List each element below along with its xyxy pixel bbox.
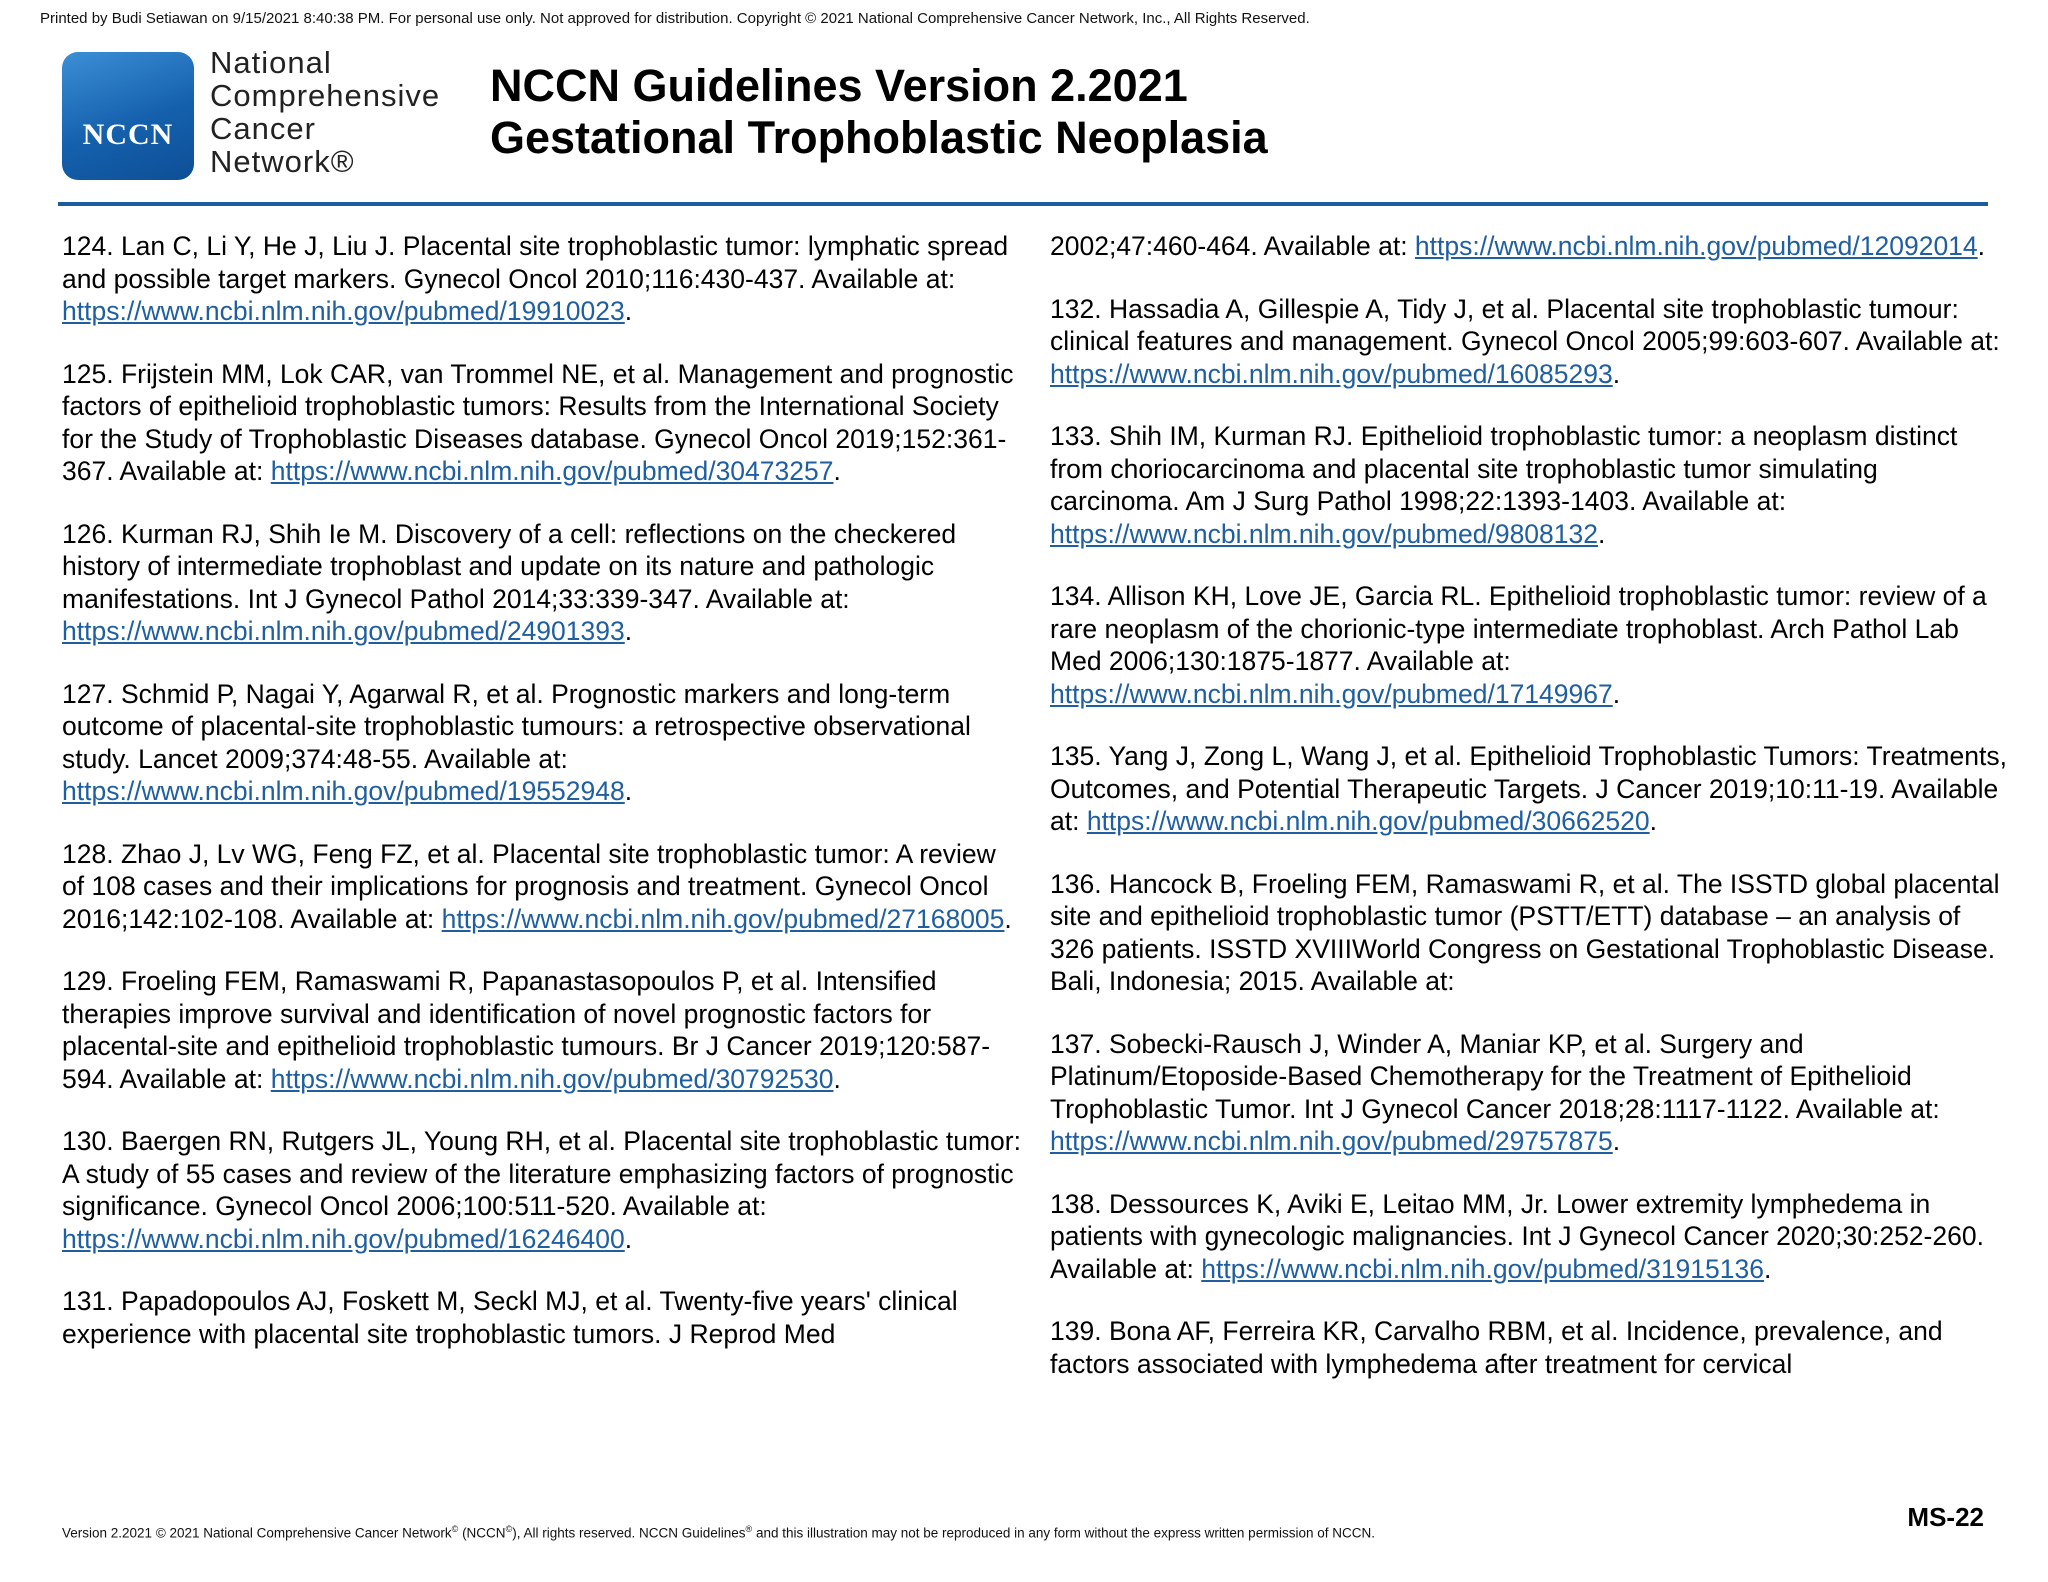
org-line: Network®: [210, 144, 355, 179]
org-line: Comprehensive: [210, 78, 441, 113]
reference-period: .: [833, 1063, 841, 1094]
reference-entry: [62, 230, 1022, 328]
reference-text: 128. Zhao J, Lv WG, Feng FZ, et al. Placental site trophoblastic tumor: A review of 108 cases and their implications for prognosis and treatment. Gynecol Oncol 2016;142:102-108. Available at:: [62, 838, 996, 934]
reference-entry: [62, 518, 1022, 648]
reference-period: .: [1004, 903, 1012, 934]
reference-entry: [1050, 868, 2010, 998]
reference-text: 136. Hancock B, Froeling FEM, Ramaswami R, et al. The ISSTD global placental site and epithelioid trophoblastic tumor (PSTT/ETT) database – an analysis of 326 patients. ISSTD XVIIIWorld Congress on Gestational Trophoblastic Disease. Bali, Indonesia; 2015. Available at:: [1050, 868, 2000, 996]
reference-period: .: [1764, 1253, 1772, 1284]
reference-text: 130. Baergen RN, Rutgers JL, Young RH, et al. Placental site trophoblastic tumor: A study of 55 cases and review of the literature emphasizing factors of prognostic significance. Gynecol Oncol 2006;100:511-520. Available at:: [62, 1126, 1021, 1221]
pubmed-link[interactable]: https://www.ncbi.nlm.nih.gov/pubmed/16085293: [1050, 358, 1613, 389]
pubmed-link[interactable]: https://www.ncbi.nlm.nih.gov/pubmed/29757875: [1050, 1126, 1613, 1156]
logo-text: NCCN: [82, 118, 174, 151]
references-left-column: [62, 230, 1022, 1380]
reference-text: 124. Lan C, Li Y, He J, Liu J. Placental site trophoblastic tumor: lymphatic spread and possible target markers. Gynecol Oncol 2010;116:430-437. Available at:: [62, 231, 1009, 294]
reference-text: 134. Allison KH, Love JE, Garcia RL. Epithelioid trophoblastic tumor: review of a rare neoplasm of the chorionic-type intermediate trophoblast. Arch Pathol Lab Med 2006;130:1875-1877. Available at:: [1050, 581, 1987, 676]
reference-period: .: [1649, 806, 1657, 836]
reference-period: .: [833, 456, 841, 486]
reference-period: .: [1612, 678, 1621, 709]
title-version: NCCN Guidelines Version 2.2021: [490, 60, 1188, 111]
reference-text: 137. Sobecki-Rausch J, Winder A, Maniar KP, et al. Surgery and Platinum/Etoposide-Based Chemotherapy for the Treatment of Epithelioid Trophoblastic Tumor. Int J Gynecol Cancer 2018;28:1117-1122. Available at:: [1050, 1028, 1940, 1124]
pubmed-link[interactable]: https://www.ncbi.nlm.nih.gov/pubmed/12092014: [1414, 231, 1978, 261]
reference-entry: [1050, 1028, 2010, 1158]
pubmed-link[interactable]: https://www.ncbi.nlm.nih.gov/pubmed/30792530: [270, 1063, 834, 1094]
footer-copyright: Version 2.2021 © 2021 National Comprehensive Cancer Network© (NCCN©), All rights reserved. NCCN Guidelines® and this illustration may not be reproduced in any form without the express written permission of NCCN.: [62, 1524, 1375, 1541]
reference-entry: [1050, 740, 2010, 838]
pubmed-link[interactable]: https://www.ncbi.nlm.nih.gov/pubmed/19552948: [62, 776, 625, 806]
reference-period: .: [624, 1223, 633, 1254]
reference-entry: [1050, 1188, 2010, 1286]
pubmed-link[interactable]: https://www.ncbi.nlm.nih.gov/pubmed/9808132: [1050, 518, 1598, 549]
reference-period: .: [1612, 1126, 1621, 1156]
reference-text: 135. Yang J, Zong L, Wang J, et al. Epithelioid Trophoblastic Tumors: Treatments, Outcomes, and Potential Therapeutic Targets. J Cancer 2019;10:11-19. Available at:: [1050, 741, 2007, 836]
pubmed-link[interactable]: https://www.ncbi.nlm.nih.gov/pubmed/30662520: [1086, 806, 1650, 836]
reference-text: 131. Papadopoulos AJ, Foskett M, Seckl MJ, et al. Twenty-five years' clinical experience with placental site trophoblastic tumors. J Reprod Med: [62, 1286, 958, 1349]
title-topic: Gestational Trophoblastic Neoplasia: [490, 112, 1268, 163]
page-title: [490, 60, 1268, 164]
reference-entry: [62, 1285, 1022, 1350]
references-right-column: [1050, 230, 2010, 1410]
reference-text: 139. Bona AF, Ferreira KR, Carvalho RBM, et al. Incidence, prevalence, and factors associated with lymphedema after treatment for cervical: [1050, 1316, 1943, 1379]
reference-entry: [62, 965, 1022, 1095]
pubmed-link[interactable]: https://www.ncbi.nlm.nih.gov/pubmed/17149967: [1050, 678, 1613, 709]
reference-entry: [1050, 230, 2010, 263]
print-notice: Printed by Budi Setiawan on 9/15/2021 8:40:38 PM. For personal use only. Not approved for distribution. Copyright © 2021 National Comprehensive Cancer Network, Inc., All Rights Reserved.: [40, 10, 1310, 27]
reference-text: 138. Dessources K, Aviki E, Leitao MM, Jr. Lower extremity lymphedema in patients with gynecologic malignancies. Int J Gynecol Cancer 2020;30:252-260. Available at:: [1050, 1188, 1984, 1284]
reference-entry: [1050, 1315, 2010, 1380]
reference-text: 126. Kurman RJ, Shih Ie M. Discovery of a cell: reflections on the checkered history of intermediate trophoblast and update on its nature and pathologic manifestations. Int J Gynecol Pathol 2014;33:339-347. Available at:: [62, 518, 957, 614]
pubmed-link[interactable]: https://www.ncbi.nlm.nih.gov/pubmed/24901393: [62, 616, 625, 646]
reference-entry: [62, 358, 1022, 488]
nccn-logo: [62, 52, 194, 180]
reference-entry: [62, 838, 1022, 936]
reference-text: 133. Shih IM, Kurman RJ. Epithelioid trophoblastic tumor: a neoplasm distinct from choriocarcinoma and placental site trophoblastic tumor simulating carcinoma. Am J Surg Pathol 1998;22:1393-1403. Available at:: [1050, 421, 1958, 516]
pubmed-link[interactable]: https://www.ncbi.nlm.nih.gov/pubmed/27168005: [441, 903, 1005, 934]
reference-entry: [1050, 420, 2010, 550]
reference-period: .: [1612, 358, 1621, 389]
pubmed-link[interactable]: https://www.ncbi.nlm.nih.gov/pubmed/19910023: [62, 296, 625, 326]
pubmed-link[interactable]: https://www.ncbi.nlm.nih.gov/pubmed/16246400: [62, 1223, 625, 1254]
pubmed-link[interactable]: https://www.ncbi.nlm.nih.gov/pubmed/30473257: [270, 456, 834, 486]
reference-entry: [1050, 580, 2010, 710]
reference-period: .: [1598, 518, 1606, 549]
reference-text: 129. Froeling FEM, Ramaswami R, Papanastasopoulos P, et al. Intensified therapies improve survival and identification of novel prognostic factors for placental-site and epithelioid trophoblastic tumours. Br J Cancer 2019;120:587-594. Available at:: [62, 966, 991, 1094]
organization-name: [210, 46, 440, 178]
header-divider: [58, 202, 1988, 206]
reference-entry: [62, 678, 1022, 808]
pubmed-link[interactable]: https://www.ncbi.nlm.nih.gov/pubmed/31915136: [1201, 1253, 1764, 1284]
page-number: MS-22: [1907, 1502, 1984, 1532]
org-line: Cancer: [210, 111, 316, 146]
reference-entry: [1050, 293, 2010, 391]
reference-text: 127. Schmid P, Nagai Y, Agarwal R, et al. Prognostic markers and long-term outcome of placental-site trophoblastic tumours: a retrospective observational study. Lancet 2009;374:48-55. Available at:: [62, 678, 971, 774]
reference-text: 125. Frijstein MM, Lok CAR, van Trommel NE, et al. Management and prognostic factors of epithelioid trophoblastic tumors: Results from the International Society for the Study of Trophoblastic Diseases database. Gynecol Oncol 2019;152:361-367. Available at:: [62, 358, 1014, 486]
org-line: National: [210, 45, 332, 80]
reference-text: 2002;47:460-464. Available at:: [1050, 231, 1415, 261]
reference-period: .: [624, 296, 633, 326]
reference-period: .: [624, 776, 633, 806]
reference-period: .: [1977, 231, 1986, 261]
reference-text: 132. Hassadia A, Gillespie A, Tidy J, et al. Placental site trophoblastic tumour: clinical features and management. Gynecol Oncol 2005;99:603-607. Available at:: [1050, 293, 2000, 356]
reference-period: .: [624, 616, 633, 646]
reference-entry: [62, 1125, 1022, 1255]
